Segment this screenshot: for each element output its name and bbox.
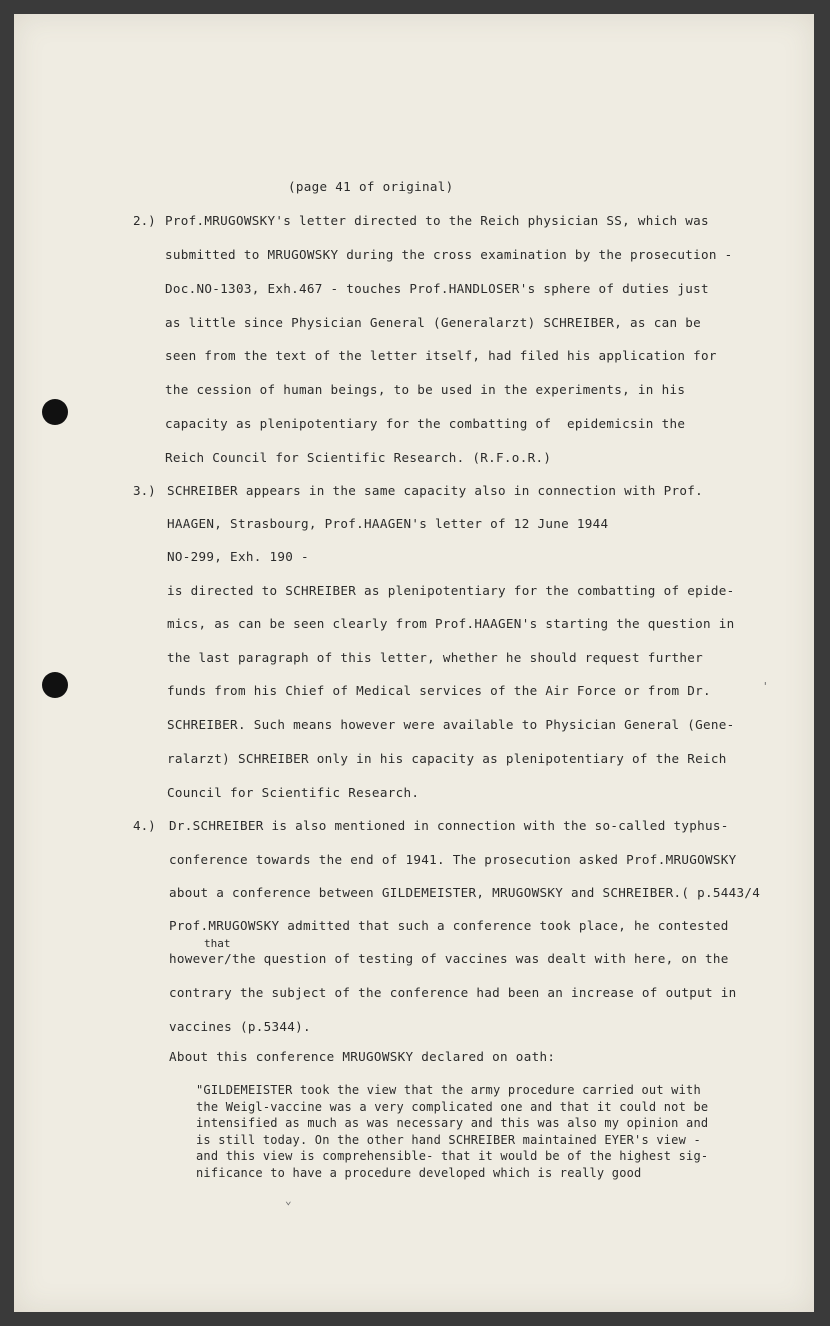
item-line: Reich Council for Scientific Research. (R.F.o.R.): [165, 450, 552, 465]
item-line: SCHREIBER appears in the same capacity also in connection with Prof.: [167, 483, 703, 498]
item-line: HAAGEN, Strasbourg, Prof.HAAGEN's letter of 12 June 1944: [167, 516, 609, 531]
item-line: is directed to SCHREIBER as plenipotentiary for the combatting of epide-: [167, 583, 735, 598]
item-line: however/the question of testing of vaccines was dealt with here, on the: [169, 951, 729, 966]
item-line: funds from his Chief of Medical services of the Air Force or from Dr.: [167, 683, 711, 698]
quote-line: "GILDEMEISTER took the view that the army procedure carried out with: [196, 1083, 701, 1097]
item-line: submitted to MRUGOWSKY during the cross examination by the prosecution -: [165, 247, 733, 262]
item-line: About this conference MRUGOWSKY declared on oath:: [169, 1049, 556, 1064]
quote-line: nificance to have a procedure developed which is really good: [196, 1166, 642, 1180]
item-line: as little since Physician General (Generalarzt) SCHREIBER, as can be: [165, 315, 701, 330]
item-number: 3.): [133, 483, 156, 498]
item-number: 4.): [133, 818, 156, 833]
item-line: Prof.MRUGOWSKY admitted that such a conference took place, he contested: [169, 918, 729, 933]
item-line: about a conference between GILDEMEISTER, MRUGOWSKY and SCHREIBER.( p.5443/4: [169, 885, 761, 900]
page-header: (page 41 of original): [288, 179, 454, 194]
item-line: ralarzt) SCHREIBER only in his capacity as plenipotentiary of the Reich: [167, 751, 727, 766]
item-line: Dr.SCHREIBER is also mentioned in connection with the so-called typhus-: [169, 818, 729, 833]
item-line: mics, as can be seen clearly from Prof.HAAGEN's starting the question in: [167, 616, 735, 631]
stray-mark: ': [762, 680, 769, 693]
item-line: capacity as plenipotentiary for the combatting of epidemicsin the: [165, 416, 686, 431]
quote-line: the Weigl-vaccine was a very complicated one and that it could not be: [196, 1100, 709, 1114]
item-line: Doc.NO-1303, Exh.467 - touches Prof.HANDLOSER's sphere of duties just: [165, 281, 709, 296]
item-line: vaccines (p.5344).: [169, 1019, 311, 1034]
handwritten-insertion: that: [204, 937, 231, 950]
item-line: NO-299, Exh. 190 -: [167, 549, 309, 564]
item-line: seen from the text of the letter itself, had filed his application for: [165, 348, 717, 363]
item-line: SCHREIBER. Such means however were available to Physician General (Gene-: [167, 717, 735, 732]
item-line: the cession of human beings, to be used in the experiments, in his: [165, 382, 686, 397]
item-line: contrary the subject of the conference had been an increase of output in: [169, 985, 737, 1000]
quote-line: intensified as much as was necessary and this was also my opinion and: [196, 1116, 709, 1130]
quote-line: is still today. On the other hand SCHREIBER maintained EYER's view -: [196, 1133, 701, 1147]
item-line: Council for Scientific Research.: [167, 785, 420, 800]
item-line: the last paragraph of this letter, whether he should request further: [167, 650, 703, 665]
item-number: 2.): [133, 213, 156, 228]
binder-hole-bottom: [42, 672, 68, 698]
item-line: Prof.MRUGOWSKY's letter directed to the Reich physician SS, which was: [165, 213, 709, 228]
stray-mark: ⌄: [285, 1194, 292, 1207]
binder-hole-top: [42, 399, 68, 425]
item-line: conference towards the end of 1941. The prosecution asked Prof.MRUGOWSKY: [169, 852, 737, 867]
quote-line: and this view is comprehensible- that it would be of the highest sig-: [196, 1149, 709, 1163]
